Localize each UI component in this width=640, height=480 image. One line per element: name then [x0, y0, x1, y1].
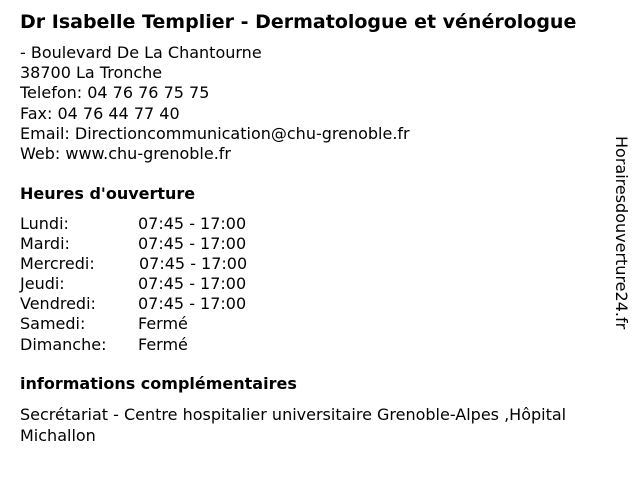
day-label: Samedi: — [20, 314, 86, 334]
day-hours: 07:45 - 17:00 — [138, 234, 247, 254]
additional-info-text: Secrétariat - Centre hospitalier universitaire Grenoble-Alpes ,Hôpital Michallon — [20, 405, 567, 445]
day-label: Vendredi: — [20, 294, 96, 314]
address-street: - Boulevard De La Chantourne — [20, 43, 262, 62]
site-watermark — [612, 136, 632, 346]
opening-hours-heading: Heures d'ouverture — [20, 184, 196, 203]
day-hours: 07:45 - 17:00 — [139, 254, 248, 274]
day-hours: 07:45 - 17:00 — [138, 214, 247, 233]
day-label: Dimanche: — [20, 334, 107, 354]
day-hours: 07:45 - 17:00 — [138, 294, 247, 314]
watermark-text: Horairesdouverture24.fr — [612, 136, 631, 330]
additional-info-heading: informations complémentaires — [20, 374, 297, 393]
day-label: Jeudi: — [20, 274, 65, 294]
contact-details — [20, 43, 410, 164]
day-label: Lundi: — [20, 214, 69, 233]
website-address: Web: www.chu-grenoble.fr — [20, 144, 231, 164]
fax-number: Fax: 04 76 44 77 40 — [20, 103, 180, 123]
day-hours: Fermé — [138, 314, 188, 334]
day-label: Mardi: — [20, 234, 70, 254]
day-label: Mercredi: — [20, 254, 95, 274]
day-hours: 07:45 - 17:00 — [138, 274, 247, 294]
day-hours: Fermé — [138, 334, 188, 354]
email-address: Email: Directioncommunication@chu-grenoble.fr — [20, 123, 410, 143]
address-city: 38700 La Tronche — [20, 63, 163, 83]
phone-number: Telefon: 04 76 76 75 75 — [20, 83, 210, 103]
page-title: Dr Isabelle Templier - Dermatologue et vénérologue — [20, 11, 577, 33]
